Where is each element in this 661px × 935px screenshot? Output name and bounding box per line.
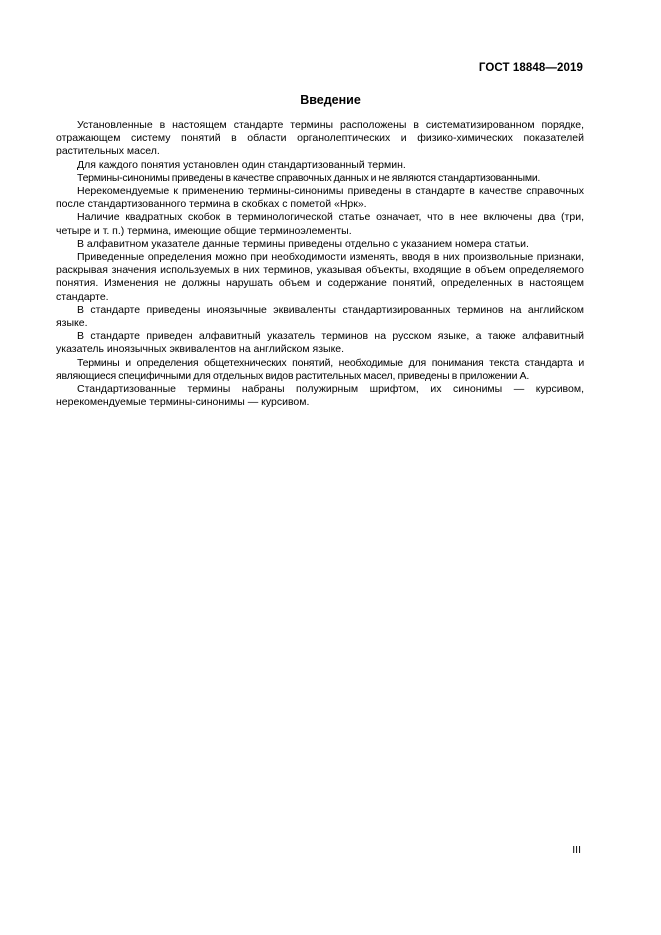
- paragraph: В стандарте приведен алфавитный указатель терминов на русском языке, а также алфавитный указатель иноязычных эквивалентов на английском языке.: [56, 330, 584, 356]
- page-number: III: [572, 844, 581, 856]
- paragraph: Стандартизованные термины набраны полужирным шрифтом, их синонимы — курсивом, нерекомендуемые термины-синонимы — курсивом.: [56, 383, 584, 409]
- paragraph: Приведенные определения можно при необходимости изменять, вводя в них произвольные признаки, раскрывая значения используемых в них терминов, указывая объекты, входящие в объем определяемого понятия. Изменения не должны нарушать объем и содержание понятий, определенных в настоящем стандарте.: [56, 251, 584, 303]
- introduction-body: [56, 119, 584, 409]
- paragraph: В стандарте приведены иноязычные эквиваленты стандартизированных терминов на английском языке.: [56, 303, 584, 330]
- paragraph: В алфавитном указателе данные термины приведены отдельно с указанием номера статьи.: [77, 237, 529, 250]
- paragraph: Установленные в настоящем стандарте термины расположены в систематизированном порядке, отражающем систему понятий в области органолептических и физико-химических показателей растительных масел.: [56, 119, 584, 158]
- paragraph: Термины-синонимы приведены в качестве справочных данных и не являются стандартизованными.: [77, 171, 541, 184]
- paragraph: Нерекомендуемые к применению термины-синонимы приведены в стандарте в качестве справочных после стандартизованного термина в скобках с пометой «Нрк».: [56, 185, 584, 211]
- paragraph: Для каждого понятия установлен один стандартизованный термин.: [77, 158, 406, 171]
- paragraph: Термины и определения общетехнических понятий, необходимые для понимания текста стандарта и являющиеся специфичными для отдельных видов растительных масел, приведены в приложении А.: [56, 356, 584, 382]
- paragraph: Наличие квадратных скобок в терминологической статье означает, что в нее включены два (три, четыре и т. п.) термина, имеющие общие терминоэлементы.: [56, 211, 584, 237]
- document-code: ГОСТ 18848—2019: [478, 62, 583, 74]
- section-title: Введение: [300, 93, 361, 107]
